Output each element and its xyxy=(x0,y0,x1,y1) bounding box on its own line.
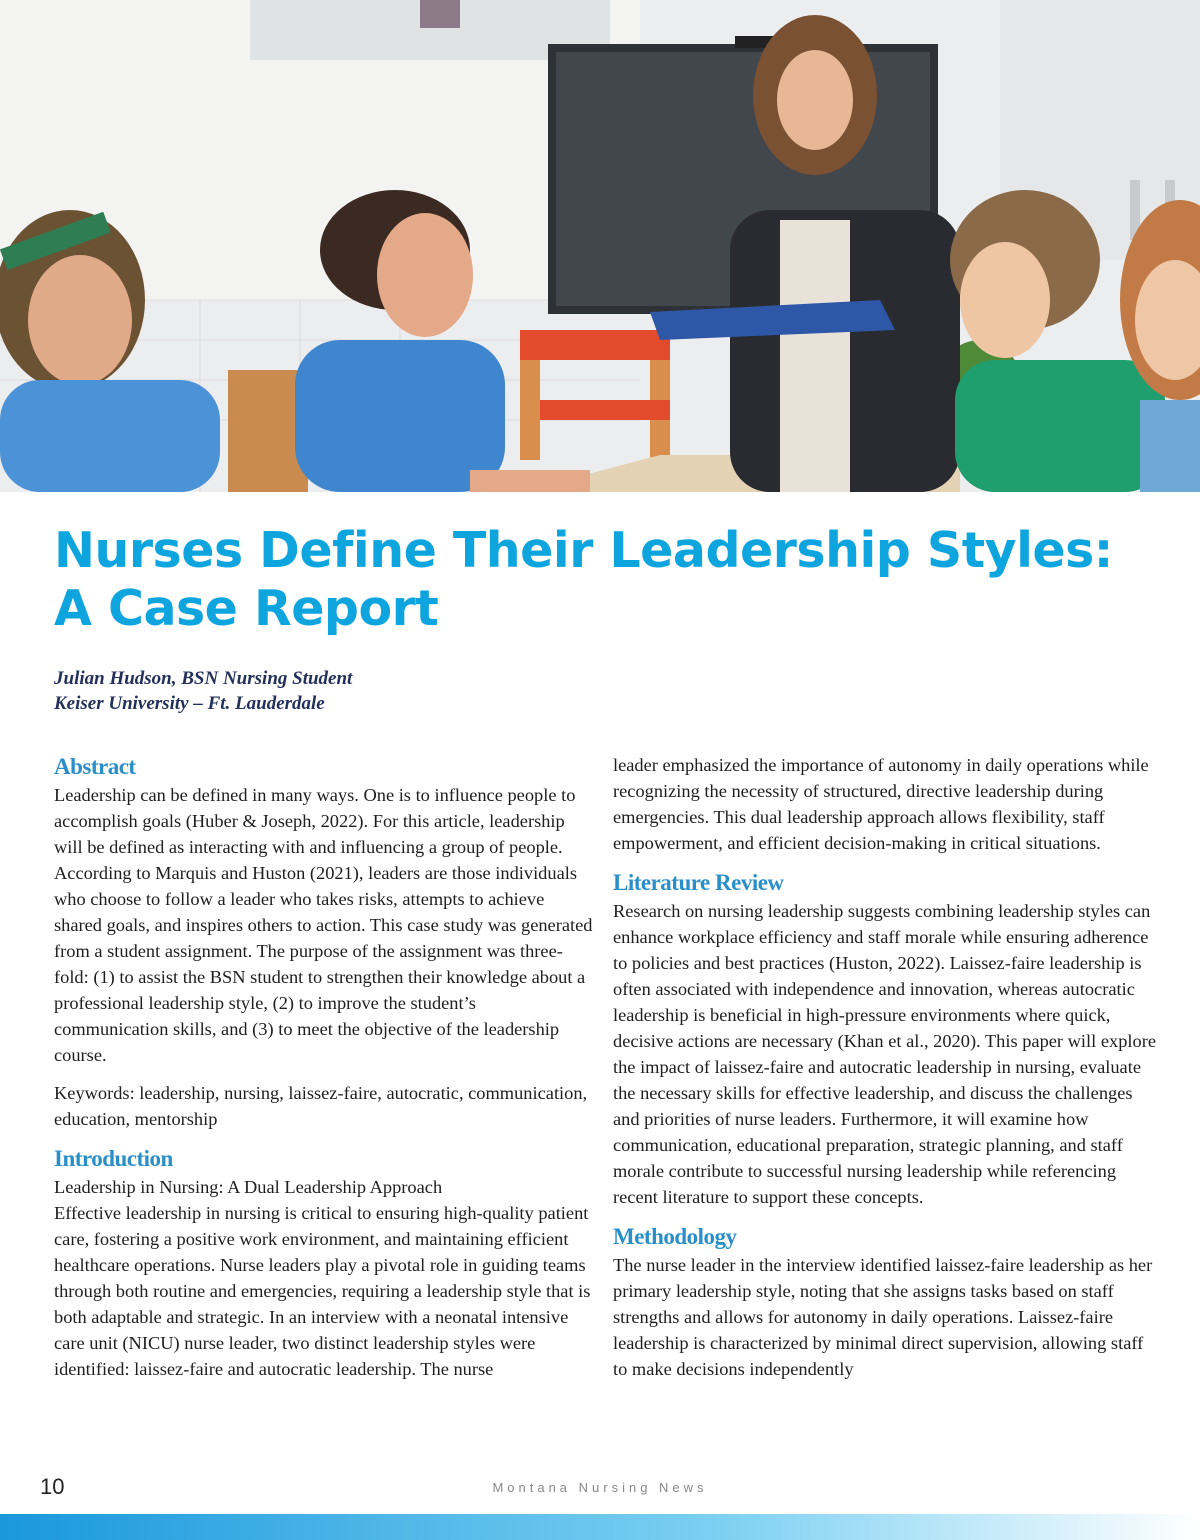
author-affiliation: Keiser University – Ft. Lauderdale xyxy=(54,693,325,714)
keywords-text: Keywords: leadership, nursing, laissez-faire, autocratic, communication, education, mentorship xyxy=(54,1083,588,1129)
literature-review-text: Research on nursing leadership suggests combining leadership styles can enhance workplace efficiency and staff morale while ensuring adherence to policies and best practices (Huston, 2022). Laissez-faire leadership is often associated with independence and innovation, whereas autocratic leadership is beneficial in high-pressure environments where quick, decisive actions are necessary (Khan et al., 2020). This paper will explore the impact of laissez-faire and autocratic leadership in nursing, evaluate the necessary skills for effective leadership, and discuss the challenges and priorities of nurse leaders. Furthermore, it will examine how communication, educational preparation, strategic planning, and staff morale contribute to successful nursing leadership while referencing recent literature to support these concepts. xyxy=(613,901,1157,1207)
right-column xyxy=(613,752,1161,1382)
introduction-text: Effective leadership in nursing is critical to ensuring high-quality patient care, fostering a positive work environment, and maintaining efficient healthcare operations. Nurse leaders play a pivotal role in guiding teams through both routine and emergencies, requiring a leadership style that is both adaptable and strategic. In an interview with a neonatal intensive care unit (NICU) nurse leader, two distinct leadership styles were identified: laissez-faire and autocratic leadership. The nurse xyxy=(54,1203,591,1379)
left-column xyxy=(54,752,594,1382)
abstract-heading: Abstract xyxy=(54,754,136,779)
introduction-heading: Introduction xyxy=(54,1146,173,1171)
article-title: Nurses Define Their Leadership Styles: A Case Report xyxy=(54,522,1113,637)
publication-name: Montana Nursing News xyxy=(492,1480,708,1495)
methodology-text: The nurse leader in the interview identified laissez-faire leadership as her primary leadership style, noting that she assigns tasks based on staff strengths and allows for autonomy in daily operations. Laissez-faire leadership is characterized by minimal direct supervision, allowing staff to make decisions independently xyxy=(613,1255,1153,1379)
footer-accent-bar xyxy=(0,1514,1200,1540)
hero-photo xyxy=(0,0,1200,492)
introduction-continued-text: leader emphasized the importance of autonomy in daily operations while recognizing the necessity of structured, directive leadership during emergencies. This dual leadership approach allows flexibility, staff empowerment, and efficient decision-making in critical situations. xyxy=(613,755,1149,853)
introduction-subtitle: Leadership in Nursing: A Dual Leadership Approach xyxy=(54,1177,443,1197)
literature-review-heading: Literature Review xyxy=(613,870,784,895)
author-line: Julian Hudson, BSN Nursing Student xyxy=(54,668,353,689)
page-number: 10 xyxy=(40,1474,65,1499)
methodology-heading: Methodology xyxy=(613,1224,737,1249)
abstract-text: Leadership can be defined in many ways. One is to influence people to accomplish goals (Huber & Joseph, 2022). For this article, leadership will be defined as interacting with and influencing a group of people. According to Marquis and Huston (2021), leaders are those individuals who choose to follow a leader who takes risks, attempts to achieve shared goals, and inspires others to action. This case study was generated from a student assignment. The purpose of the assignment was three-fold: (1) to assist the BSN student to strengthen their knowledge about a professional leadership style, (2) to improve the student’s communication skills, and (3) to meet the objective of the leadership course. xyxy=(54,785,593,1065)
